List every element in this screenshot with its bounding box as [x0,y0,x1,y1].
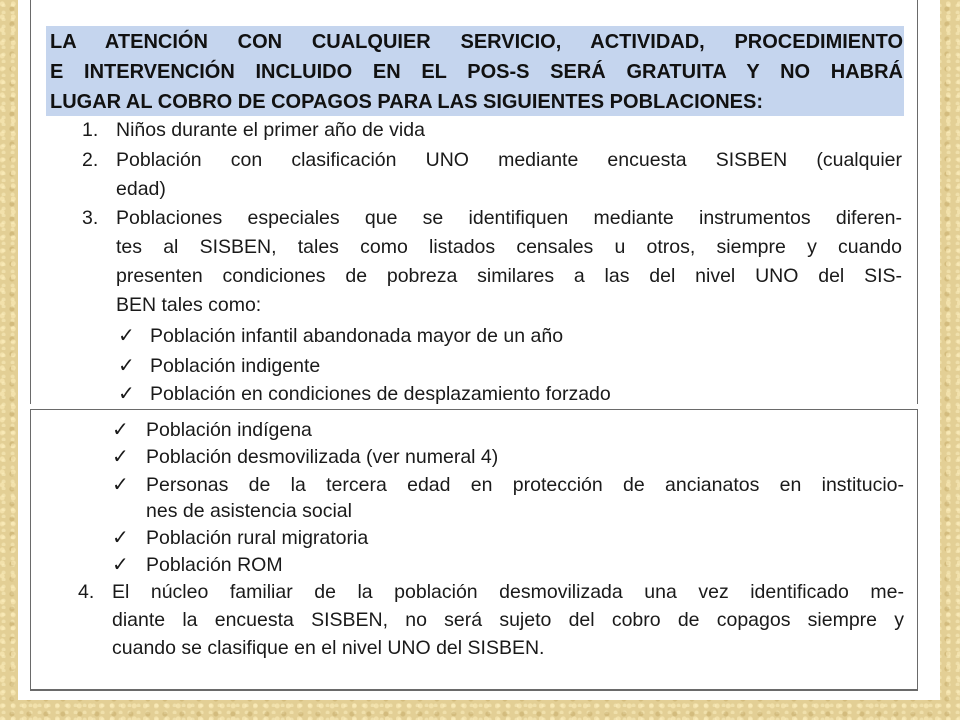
item-1-number: 1. [82,119,99,141]
item-4-text-line-2: diante la encuesta SISBEN, no será sujeto del cobro de copagos siempre y [112,609,904,631]
check-item-tercera-edad-line-1: Personas de la tercera edad en protección de ancianatos en institucio- [146,474,904,496]
item-3-text-line-4: BEN tales como: [116,294,262,316]
checkmark-icon: ✓ [112,446,129,468]
check-item-infantil: Población infantil abandonada mayor de un año [150,325,564,347]
item-2-text-line-2: edad) [116,178,166,200]
item-4-number: 4. [78,581,95,603]
check-item-indigente: Población indigente [150,355,321,377]
checkmark-icon: ✓ [112,419,129,441]
heading-line-1: LA ATENCIÓN CON CUALQUIER SERVICIO, ACTIVIDAD, PROCEDIMIENTO [50,31,903,53]
check-item-rom: Población ROM [146,554,283,576]
check-item-desmovilizada: Población desmovilizada (ver numeral 4) [146,446,499,468]
checkmark-icon: ✓ [112,527,129,549]
checkmark-icon: ✓ [118,325,135,347]
item-3-text-line-3: presenten condiciones de pobreza similares a las del nivel UNO del SIS- [116,265,902,287]
checkmark-icon: ✓ [112,474,129,496]
item-3-number: 3. [82,207,99,229]
checkmark-icon: ✓ [112,554,129,576]
item-3-text-line-2: tes al SISBEN, tales como listados censales u otros, siempre y cuando [116,236,902,258]
page-bottom-rule [30,689,918,690]
check-item-indigena: Población indígena [146,419,312,441]
heading-line-3: LUGAR AL COBRO DE COPAGOS PARA LAS SIGUIENTES POBLACIONES: [50,91,764,113]
item-4-text-line-1: El núcleo familiar de la población desmovilizada una vez identificado me- [112,581,904,603]
check-item-tercera-edad-line-2: nes de asistencia social [146,500,352,522]
item-2-number: 2. [82,149,99,171]
check-item-rural: Población rural migratoria [146,527,369,549]
check-item-desplazamiento: Población en condiciones de desplazamiento forzado [150,383,611,405]
item-1-text: Niños durante el primer año de vida [116,119,425,141]
checkmark-icon: ✓ [118,355,135,377]
item-2-text-line-1: Población con clasificación UNO mediante encuesta SISBEN (cualquier [116,149,902,171]
checkmark-icon: ✓ [118,383,135,405]
item-4-text-line-3: cuando se clasifique en el nivel UNO del SISBEN. [112,637,545,659]
heading-line-2: E INTERVENCIÓN INCLUIDO EN EL POS-S SERÁ GRATUITA Y NO HABRÁ [50,61,903,83]
item-3-text-line-1: Poblaciones especiales que se identifiquen mediante instrumentos diferen- [116,207,902,229]
